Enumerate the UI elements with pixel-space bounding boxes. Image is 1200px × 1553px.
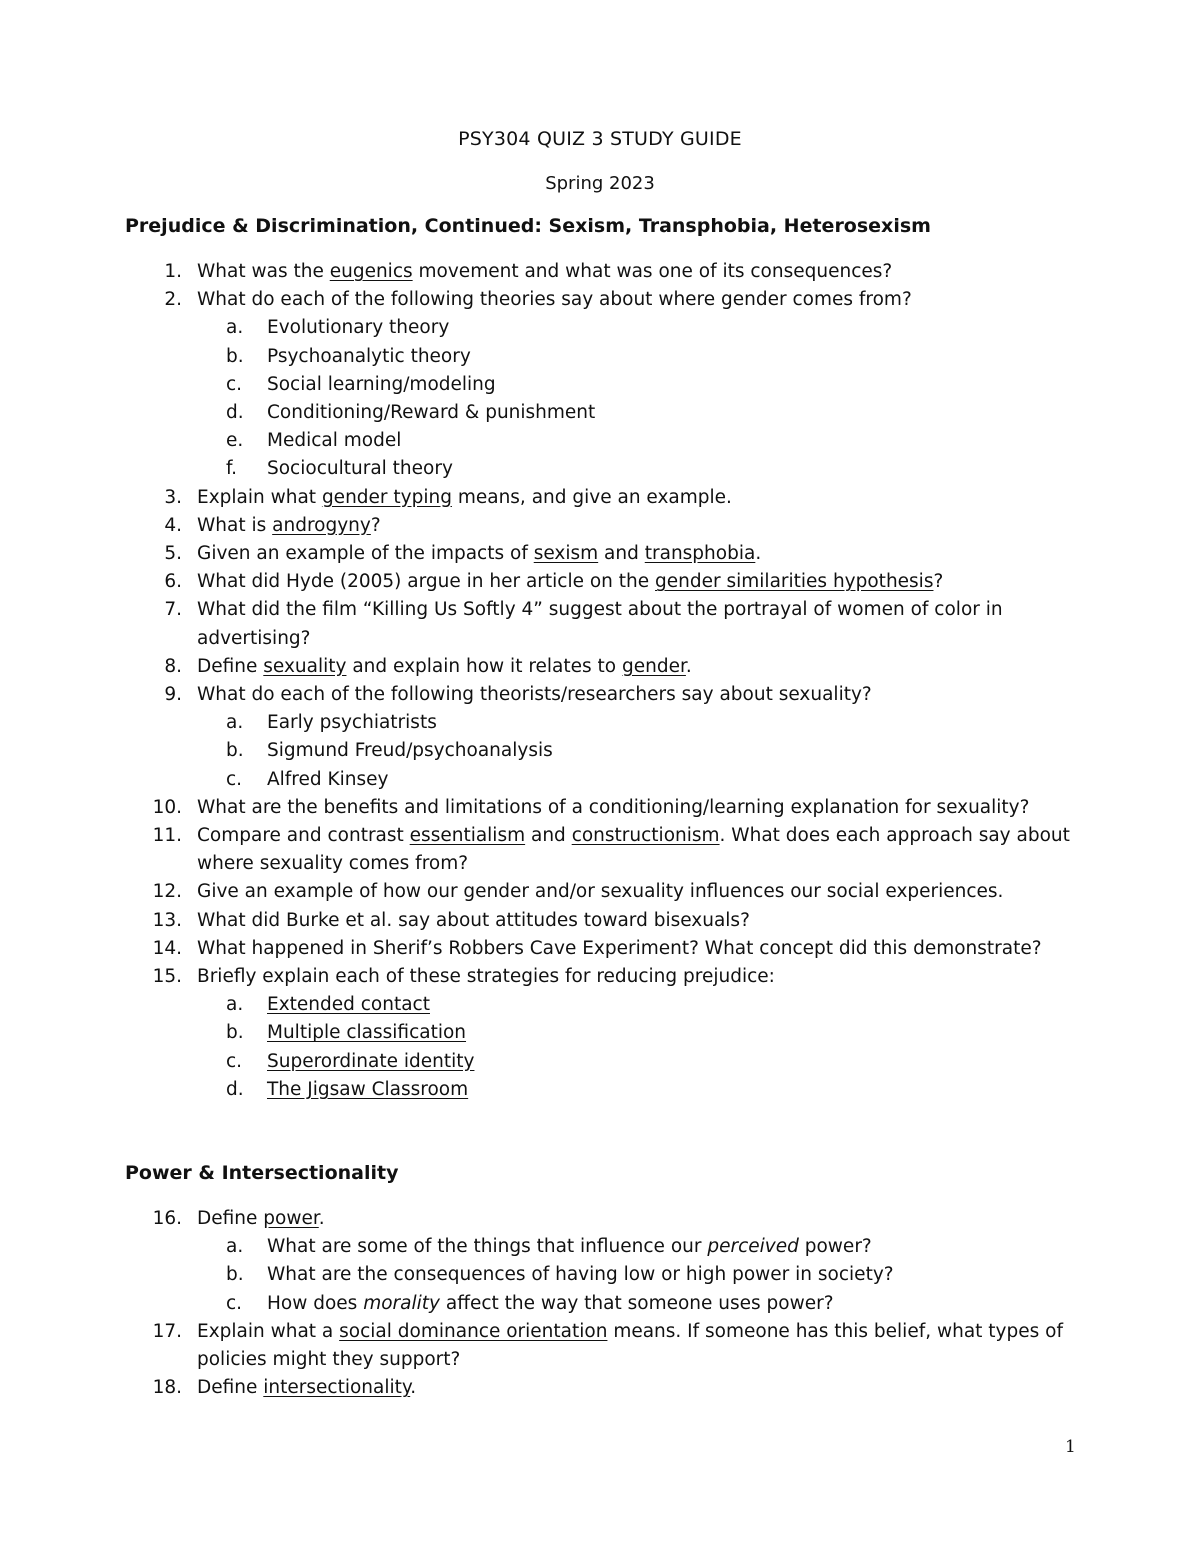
term-constructionism: constructionism <box>571 825 720 847</box>
sub-item: b. Multiple classification <box>226 1022 467 1044</box>
term-essentialism: essentialism <box>409 825 526 847</box>
question-7: 7. What did the film “Killing Us Softly 4” suggest about the portrayal of women of color in advertising? <box>164 599 1003 649</box>
question-17: 17. Explain what a social dominance orientation means. If someone has this belief, what types of policies might they support? <box>152 1320 1063 1371</box>
term-social-dominance: social dominance orientation <box>339 1320 608 1342</box>
sub-item: c. Alfred Kinsey <box>226 768 389 790</box>
question-8: 8. Define sexuality and explain how it relates to gender. <box>164 655 692 677</box>
term-gender-typing: gender typing <box>321 486 452 508</box>
term-eugenics: eugenics <box>329 261 413 282</box>
sub-item: b. Psychoanalytic theory <box>226 345 471 367</box>
question-12: 12. Give an example of how our gender and/or sexuality influences our social experiences. <box>152 881 1004 903</box>
question-15: 15. Briefly explain each of these strategies for reducing prejudice: <box>152 966 775 988</box>
sub-item: b. What are the consequences of having low or high power in society? <box>226 1264 894 1286</box>
sub-item: c. Superordinate identity <box>226 1050 475 1072</box>
question-16: 16. Define power. <box>152 1208 325 1229</box>
term-intersectionality: intersectionality <box>263 1377 411 1399</box>
document-title: PSY304 QUIZ 3 STUDY GUIDE <box>458 128 742 150</box>
question-9: 9. What do each of the following theorists/researchers say about sexuality? <box>164 684 872 706</box>
page-number: 1 <box>1065 1437 1076 1457</box>
question-1: 1. What was the eugenics movement and what was one of its consequences? <box>164 261 893 282</box>
question-list-section1 <box>0 258 1200 1104</box>
sub-item: a. Early psychiatrists <box>226 712 437 734</box>
sub-item: e. Medical model <box>226 430 402 452</box>
question-4: 4. What is androgyny? <box>164 514 381 536</box>
sub-item: d. The Jigsaw Classroom <box>226 1078 469 1100</box>
term-androgyny: androgyny <box>272 514 371 536</box>
question-6: 6. What did Hyde (2005) argue in her article on the gender similarities hypothesis? <box>164 571 944 593</box>
term-gender: gender <box>622 655 686 677</box>
sub-item: c. How does morality affect the way that someone uses power? <box>226 1292 834 1314</box>
term-power: power <box>263 1208 319 1229</box>
question-3: 3. Explain what gender typing means, and give an example. <box>164 486 732 508</box>
sub-item: f. Sociocultural theory <box>226 458 453 480</box>
sub-item: c. Social learning/modeling <box>226 373 496 395</box>
sub-item: a. Extended contact <box>226 994 430 1016</box>
question-5: 5. Given an example of the impacts of sexism and transphobia. <box>164 543 762 565</box>
term-transphobia: transphobia <box>644 543 756 565</box>
sub-item: a. Evolutionary theory <box>226 317 450 339</box>
question-18: 18. Define intersectionality. <box>152 1377 417 1399</box>
question-11: 11. Compare and contrast essentialism and constructionism. What does each approach say about where sexuality comes from? <box>152 825 1070 875</box>
question-10: 10. What are the benefits and limitations of a conditioning/learning explanation for sexuality? <box>152 796 1030 818</box>
document-subtitle: Spring 2023 <box>545 173 655 194</box>
question-13: 13. What did Burke et al. say about attitudes toward bisexuals? <box>152 909 750 931</box>
question-list-section2 <box>0 1205 1200 1402</box>
term-gender-similarities: gender similarities hypothesis <box>655 571 934 593</box>
term-sexuality: sexuality <box>263 655 347 677</box>
term-sexism: sexism <box>533 543 599 565</box>
question-14: 14. What happened in Sherif’s Robbers Cave Experiment? What concept did this demonstrate? <box>152 937 1042 959</box>
section-heading-power: Power & Intersectionality <box>125 1162 399 1184</box>
section-heading-prejudice: Prejudice & Discrimination, Continued: Sexism, Transphobia, Heterosexism <box>125 215 931 237</box>
sub-item: b. Sigmund Freud/psychoanalysis <box>226 740 553 762</box>
question-2: 2. What do each of the following theories say about where gender comes from? <box>164 289 912 311</box>
sub-item: d. Conditioning/Reward & punishment <box>226 402 596 424</box>
sub-item: a. What are some of the things that influence our perceived power? <box>226 1236 872 1258</box>
